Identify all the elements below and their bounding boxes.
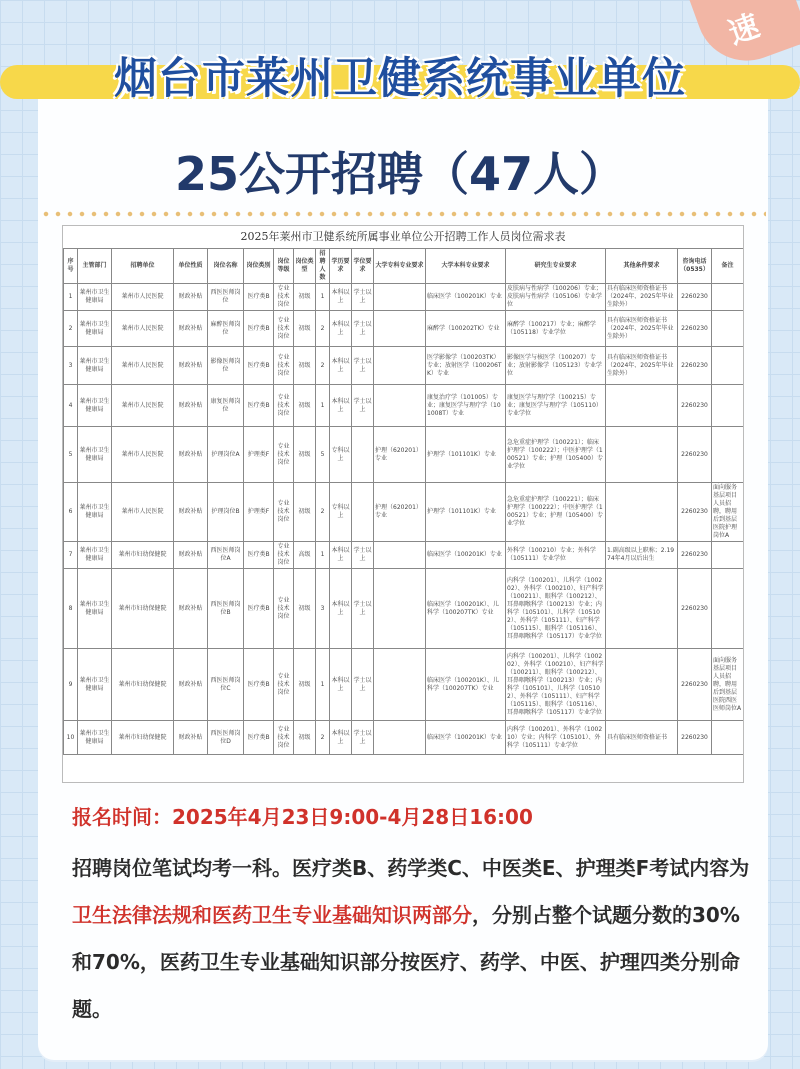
table-cell: 具有临床医师资格证书（2024年、2025年毕业生除外） <box>606 311 678 347</box>
table-cell: 专业技术岗位 <box>274 542 294 569</box>
table-cell <box>606 569 678 649</box>
column-header: 单位性质 <box>174 249 208 284</box>
table-cell: 本科以上 <box>330 284 352 311</box>
table-cell: 学士以上 <box>352 649 374 721</box>
table-cell: 内科学（100201）、外科学（100210）专业；内科学（105101）、外科学（105111）专业学位 <box>506 721 606 755</box>
table-cell: 2 <box>316 483 330 542</box>
table-cell: 2 <box>316 721 330 755</box>
table-row <box>64 385 744 427</box>
table-cell: 6 <box>64 483 78 542</box>
table-cell: 麻醉医师岗位 <box>208 311 244 347</box>
table-cell: 5 <box>316 427 330 483</box>
exam-text-part1: 招聘岗位笔试均考一科。医疗类B、药学类C、中医类E、护理类F考试内容为 <box>72 856 750 880</box>
table-cell: 临床医学（100201K）专业 <box>426 721 506 755</box>
table-row <box>64 284 744 311</box>
table-cell <box>352 483 374 542</box>
table-cell: 医疗类B <box>244 311 274 347</box>
table-cell: 莱州市人民医院 <box>112 284 174 311</box>
table-cell: 学士以上 <box>352 721 374 755</box>
table-cell: 高级 <box>294 542 316 569</box>
column-header: 咨询电话（0535） <box>678 249 712 284</box>
table-cell: 学士以上 <box>352 284 374 311</box>
table-cell: 财政补贴 <box>174 427 208 483</box>
table-row <box>64 721 744 755</box>
table-cell: 初级 <box>294 483 316 542</box>
table-cell: 麻醉学（100217）专业；麻醉学（105118）专业学位 <box>506 311 606 347</box>
table-row <box>64 483 744 542</box>
table-cell <box>374 721 426 755</box>
table-cell <box>606 483 678 542</box>
table-cell: 护理岗位B <box>208 483 244 542</box>
table-cell: 莱州市妇幼保健院 <box>112 569 174 649</box>
table-cell: 1 <box>64 284 78 311</box>
exam-description <box>72 845 752 1033</box>
table-cell: 财政补贴 <box>174 284 208 311</box>
table-cell: 急危重症护理学（100221）；临床护理学（100222）；中医护理学（100521）专业；护理（105400）专业学位 <box>506 483 606 542</box>
table-cell: 1 <box>316 284 330 311</box>
table-cell: 2260230 <box>678 569 712 649</box>
column-header: 主管部门 <box>78 249 112 284</box>
table-cell: 面向服务基层项目人员招聘，聘用后到基层医院西医医师岗位A <box>712 649 744 721</box>
table-cell: 5 <box>64 427 78 483</box>
column-header: 学位要求 <box>352 249 374 284</box>
table-cell: 专业技术岗位 <box>274 569 294 649</box>
column-header: 其他条件要求 <box>606 249 678 284</box>
table-cell <box>352 427 374 483</box>
signup-time: 报名时间：2025年4月23日9:00-4月28日16:00 <box>72 805 533 829</box>
table-cell: 2260230 <box>678 347 712 385</box>
table-cell <box>712 284 744 311</box>
table-cell: 康复医师岗位 <box>208 385 244 427</box>
table-cell: 西医医师岗位D <box>208 721 244 755</box>
table-row <box>64 649 744 721</box>
table-cell <box>374 649 426 721</box>
table-cell: 莱州市卫生健康局 <box>78 483 112 542</box>
table-cell: 专业技术岗位 <box>274 284 294 311</box>
table-cell: 护理类F <box>244 483 274 542</box>
table-cell: 莱州市妇幼保健院 <box>112 649 174 721</box>
table-cell: 医疗类B <box>244 284 274 311</box>
table-cell: 1 <box>316 542 330 569</box>
table-cell: 学士以上 <box>352 347 374 385</box>
table-cell: 2260230 <box>678 483 712 542</box>
page-subtitle: 25公开招聘（47人） <box>174 147 626 201</box>
table-cell: 初级 <box>294 427 316 483</box>
exam-text-part2: ，分别占整个试题分数的30%和70%，医药卫生专业基础知识部分按医疗、药学、中医、护理四类分别命题。 <box>72 903 740 1021</box>
table-cell: 2 <box>64 311 78 347</box>
column-header: 备注 <box>712 249 744 284</box>
table-cell: 初级 <box>294 721 316 755</box>
table-cell: 学士以上 <box>352 542 374 569</box>
table-cell: 影像医学与核医学（100207）专业；放射影像学（105123）专业学位 <box>506 347 606 385</box>
table-cell: 西医医师岗位A <box>208 542 244 569</box>
column-header: 大学本科专业要求 <box>426 249 506 284</box>
table-cell: 护理类F <box>244 427 274 483</box>
table-cell <box>374 385 426 427</box>
column-header: 岗位类别 <box>244 249 274 284</box>
table-cell <box>712 311 744 347</box>
table-cell: 医学影像学（100203TK）专业；放射医学（100206TK）专业 <box>426 347 506 385</box>
table-title: 2025年莱州市卫健系统所属事业单位公开招聘工作人员岗位需求表 <box>240 230 566 243</box>
table-cell <box>712 721 744 755</box>
table-cell: 2260230 <box>678 542 712 569</box>
table-cell <box>374 542 426 569</box>
table-cell: 财政补贴 <box>174 649 208 721</box>
table-cell <box>374 311 426 347</box>
table-cell: 莱州市人民医院 <box>112 347 174 385</box>
table-cell: 医疗类B <box>244 542 274 569</box>
dotted-divider <box>40 210 766 218</box>
table-cell: 康复治疗学（101005）专业；康复医学与理疗学（101008T）专业 <box>426 385 506 427</box>
exam-text-highlight: 卫生法律法规和医药卫生专业基础知识两部分 <box>72 903 472 927</box>
table-cell: 初级 <box>294 649 316 721</box>
table-cell: 财政补贴 <box>174 569 208 649</box>
table-cell: 初级 <box>294 284 316 311</box>
table-cell: 护理学（101101K）专业 <box>426 483 506 542</box>
table-cell: 2260230 <box>678 427 712 483</box>
table-cell: 莱州市妇幼保健院 <box>112 721 174 755</box>
table-cell: 财政补贴 <box>174 483 208 542</box>
column-header: 大学专科专业要求 <box>374 249 426 284</box>
table-cell: 初级 <box>294 347 316 385</box>
table-cell: 外科学（100210）专业；外科学（105111）专业学位 <box>506 542 606 569</box>
table-cell <box>606 649 678 721</box>
table-cell: 2260230 <box>678 649 712 721</box>
column-header: 岗位类型 <box>294 249 316 284</box>
table-cell: 学士以上 <box>352 385 374 427</box>
table-cell: 学士以上 <box>352 569 374 649</box>
table-cell: 专业技术岗位 <box>274 483 294 542</box>
table-cell: 急危重症护理学（100221）；临床护理学（100222）；中医护理学（100521）专业；护理（105400）专业学位 <box>506 427 606 483</box>
table-cell <box>712 569 744 649</box>
recruitment-table <box>63 248 744 755</box>
table-cell: 本科以上 <box>330 649 352 721</box>
table-cell: 4 <box>64 385 78 427</box>
table-cell: 专业技术岗位 <box>274 347 294 385</box>
table-row <box>64 569 744 649</box>
table-cell: 临床医学（100201K）、儿科学（100207TK）专业 <box>426 649 506 721</box>
table-cell: 医疗类B <box>244 569 274 649</box>
table-cell: 专科以上 <box>330 427 352 483</box>
table-cell: 护理学（101101K）专业 <box>426 427 506 483</box>
table-cell: 专科以上 <box>330 483 352 542</box>
table-cell: 专业技术岗位 <box>274 427 294 483</box>
table-row <box>64 311 744 347</box>
column-header: 学历要求 <box>330 249 352 284</box>
table-cell: 护理岗位A <box>208 427 244 483</box>
table-cell: 莱州市卫生健康局 <box>78 347 112 385</box>
table-cell: 莱州市人民医院 <box>112 311 174 347</box>
table-cell: 面向服务基层项目人员招聘，聘用后到基层医院护理岗位A <box>712 483 744 542</box>
table-cell: 莱州市人民医院 <box>112 427 174 483</box>
table-cell: 财政补贴 <box>174 311 208 347</box>
recruitment-table-image <box>62 225 744 783</box>
table-cell <box>712 542 744 569</box>
table-cell <box>374 347 426 385</box>
table-cell: 初级 <box>294 311 316 347</box>
table-cell: 2260230 <box>678 721 712 755</box>
table-cell: 本科以上 <box>330 311 352 347</box>
table-cell: 莱州市卫生健康局 <box>78 284 112 311</box>
table-cell: 2 <box>316 311 330 347</box>
table-cell: 3 <box>316 569 330 649</box>
table-cell: 医疗类B <box>244 649 274 721</box>
table-cell: 本科以上 <box>330 721 352 755</box>
table-cell: 财政补贴 <box>174 721 208 755</box>
badge-text: 速 <box>724 8 765 52</box>
table-cell: 9 <box>64 649 78 721</box>
table-cell: 内科学（100201）、儿科学（100202）、外科学（100210）、妇产科学（100211）、眼科学（100212）、耳鼻咽喉科学（100213）专业；内科学（105101）、儿科学（105102）、外科学（105111）、妇产科学（105115）、眼科学（105116）、耳鼻咽喉科学（105117）专业学位 <box>506 569 606 649</box>
table-cell: 西医医师岗位 <box>208 284 244 311</box>
table-cell: 1 <box>316 649 330 721</box>
table-cell: 临床医学（100201K）、儿科学（100207TK）专业 <box>426 569 506 649</box>
table-cell: 2260230 <box>678 385 712 427</box>
column-header: 序号 <box>64 249 78 284</box>
table-cell <box>374 569 426 649</box>
table-cell: 护理（620201）专业 <box>374 427 426 483</box>
column-header: 研究生专业要求 <box>506 249 606 284</box>
column-header: 招聘单位 <box>112 249 174 284</box>
table-cell: 2 <box>316 347 330 385</box>
table-cell: 医疗类B <box>244 347 274 385</box>
table-cell: 莱州市卫生健康局 <box>78 569 112 649</box>
table-cell: 本科以上 <box>330 569 352 649</box>
table-body <box>64 284 744 755</box>
table-cell: 莱州市人民医院 <box>112 483 174 542</box>
table-cell: 临床医学（100201K）专业 <box>426 284 506 311</box>
table-cell: 本科以上 <box>330 385 352 427</box>
table-cell: 10 <box>64 721 78 755</box>
table-cell: 具有临床医师资格证书 <box>606 721 678 755</box>
table-cell: 莱州市妇幼保健院 <box>112 542 174 569</box>
table-cell <box>712 385 744 427</box>
table-cell: 财政补贴 <box>174 385 208 427</box>
table-cell <box>374 284 426 311</box>
table-row <box>64 427 744 483</box>
table-cell: 具有临床医师资格证书（2024年、2025年毕业生除外） <box>606 284 678 311</box>
table-cell: 临床医学（100201K）专业 <box>426 542 506 569</box>
table-cell: 影像医师岗位 <box>208 347 244 385</box>
table-cell: 财政补贴 <box>174 542 208 569</box>
table-cell: 医疗类B <box>244 385 274 427</box>
table-cell: 初级 <box>294 385 316 427</box>
table-cell: 内科学（100201）、儿科学（100202）、外科学（100210）、妇产科学（100211）、眼科学（100212）、耳鼻咽喉科学（100213）专业；内科学（105101）、儿科学（105102）、外科学（105111）、妇产科学（105115）、眼科学（105116）、耳鼻咽喉科学（105117）专业学位 <box>506 649 606 721</box>
table-header-row <box>64 249 744 284</box>
table-cell: 8 <box>64 569 78 649</box>
table-cell: 7 <box>64 542 78 569</box>
table-cell: 西医医师岗位C <box>208 649 244 721</box>
table-cell: 西医医师岗位B <box>208 569 244 649</box>
table-cell <box>606 385 678 427</box>
table-cell: 3 <box>64 347 78 385</box>
table-cell: 皮肤病与性病学（100206）专业；皮肤病与性病学（105106）专业学位 <box>506 284 606 311</box>
table-cell: 本科以上 <box>330 347 352 385</box>
table-cell: 康复医学与理疗学（100215）专业；康复医学与理疗学（105110）专业学位 <box>506 385 606 427</box>
table-cell <box>712 347 744 385</box>
table-cell: 2260230 <box>678 284 712 311</box>
table-cell: 1 <box>316 385 330 427</box>
column-header: 岗位名称 <box>208 249 244 284</box>
table-cell: 护理（620201）专业 <box>374 483 426 542</box>
table-cell: 专业技术岗位 <box>274 311 294 347</box>
table-cell: 专业技术岗位 <box>274 649 294 721</box>
table-cell: 医疗类B <box>244 721 274 755</box>
table-cell: 专业技术岗位 <box>274 721 294 755</box>
table-cell: 财政补贴 <box>174 347 208 385</box>
table-cell: 莱州市人民医院 <box>112 385 174 427</box>
table-row <box>64 542 744 569</box>
table-cell: 莱州市卫生健康局 <box>78 649 112 721</box>
column-header: 招聘人数 <box>316 249 330 284</box>
table-cell: 学士以上 <box>352 311 374 347</box>
table-cell: 麻醉学（100202TK）专业 <box>426 311 506 347</box>
table-cell: 2260230 <box>678 311 712 347</box>
column-header: 岗位等级 <box>274 249 294 284</box>
table-cell <box>712 427 744 483</box>
table-cell: 莱州市卫生健康局 <box>78 427 112 483</box>
table-cell <box>606 427 678 483</box>
table-cell: 莱州市卫生健康局 <box>78 542 112 569</box>
table-row <box>64 347 744 385</box>
page-title: 烟台市莱州卫健系统事业单位 <box>114 54 686 104</box>
table-cell: 莱州市卫生健康局 <box>78 311 112 347</box>
table-cell: 专业技术岗位 <box>274 385 294 427</box>
table-cell: 具有临床医师资格证书（2024年、2025年毕业生除外） <box>606 347 678 385</box>
table-cell: 本科以上 <box>330 542 352 569</box>
table-cell: 莱州市卫生健康局 <box>78 385 112 427</box>
table-cell: 初级 <box>294 569 316 649</box>
table-cell: 莱州市卫生健康局 <box>78 721 112 755</box>
table-cell: 1.副高级以上职称；2.1974年4月以后出生 <box>606 542 678 569</box>
